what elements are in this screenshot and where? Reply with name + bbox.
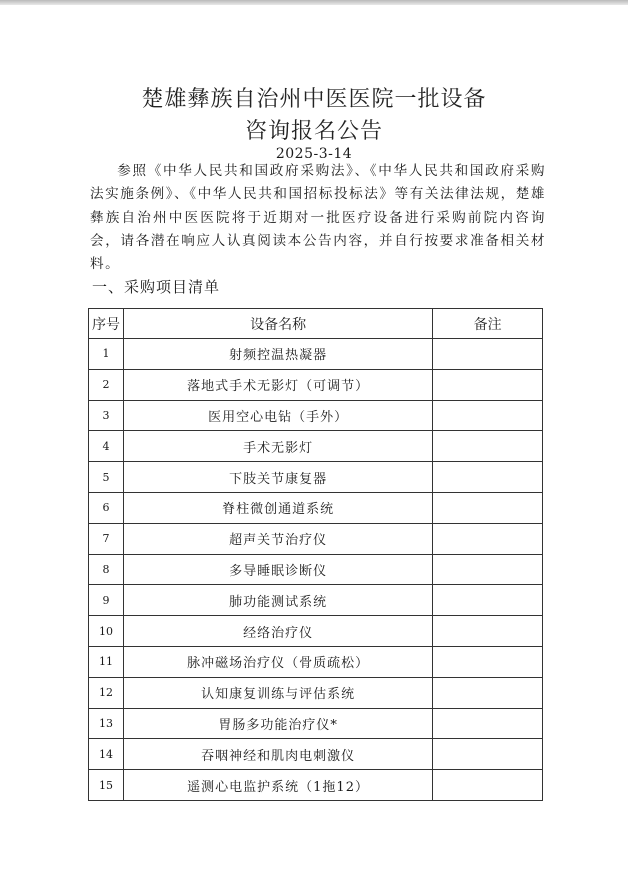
row-note [433,554,543,585]
row-note [433,585,543,616]
row-seq: 3 [89,400,124,431]
row-note [433,400,543,431]
table-body [89,339,543,801]
row-device-name: 经络治疗仪 [123,616,432,647]
intro-paragraph: 参照《中华人民共和国政府采购法》、《中华人民共和国政府采购法实施条例》、《中华人民共和国招标投标法》等有关法律法规，楚雄彝族自治州中医医院将于近期对一批医疗设备进行采购前院内咨询会，请各潜在响应人认真阅读本公告内容，并自行按要求准备相关材料。 [90,163,546,273]
row-device-name: 脊柱微创通道系统 [123,492,432,523]
header-device-name: 设备名称 [123,309,432,339]
document-title-line2: 咨询报名公告 [244,119,383,144]
header-note: 备注 [433,309,543,339]
row-note [433,646,543,677]
row-device-name: 吞咽神经和肌肉电刺激仪 [123,739,432,770]
table-row [89,585,543,616]
row-device-name: 胃肠多功能治疗仪* [123,708,432,739]
row-note [433,492,543,523]
table-row [89,339,543,370]
table-header-row [89,309,543,339]
table-row [89,400,543,431]
row-seq: 2 [89,369,124,400]
row-seq: 14 [89,739,124,770]
row-seq: 8 [89,554,124,585]
table-row [89,677,543,708]
row-note [433,339,543,370]
row-device-name: 肺功能测试系统 [123,585,432,616]
table-row [89,739,543,770]
row-note [433,616,543,647]
row-note [433,523,543,554]
row-note [433,462,543,493]
row-device-name: 射频控温热凝器 [123,339,432,370]
row-seq: 7 [89,523,124,554]
row-note [433,770,543,801]
row-note [433,708,543,739]
table-row [89,770,543,801]
row-note [433,677,543,708]
row-seq: 10 [89,616,124,647]
document-title-line1: 楚雄彝族自治州中医医院一批设备 [141,87,487,112]
table-row [89,554,543,585]
document-date: 2025-3-14 [275,146,353,162]
row-seq: 15 [89,770,124,801]
row-seq: 4 [89,431,124,462]
row-device-name: 落地式手术无影灯（可调节） [123,369,432,400]
row-seq: 1 [89,339,124,370]
row-device-name: 遥测心电监护系统（1拖12） [123,770,432,801]
table-row [89,616,543,647]
row-note [433,369,543,400]
scan-top-edge [0,0,628,5]
table-row [89,369,543,400]
row-seq: 5 [89,462,124,493]
row-seq: 9 [89,585,124,616]
table-row [89,462,543,493]
row-seq: 13 [89,708,124,739]
table-row [89,492,543,523]
row-note [433,431,543,462]
row-device-name: 超声关节治疗仪 [123,523,432,554]
procurement-item-table [88,308,543,801]
row-device-name: 手术无影灯 [123,431,432,462]
row-seq: 12 [89,677,124,708]
row-note [433,739,543,770]
table-row [89,431,543,462]
section-heading-item-list: 一、采购项目清单 [92,278,221,296]
row-device-name: 认知康复训练与评估系统 [123,677,432,708]
header-seq: 序号 [89,309,124,339]
row-seq: 11 [89,646,124,677]
row-device-name: 下肢关节康复器 [123,462,432,493]
table-row [89,523,543,554]
table-row [89,646,543,677]
row-seq: 6 [89,492,124,523]
row-device-name: 脉冲磁场治疗仪（骨质疏松） [123,646,432,677]
row-device-name: 医用空心电钻（手外） [123,400,432,431]
table-row [89,708,543,739]
row-device-name: 多导睡眠诊断仪 [123,554,432,585]
